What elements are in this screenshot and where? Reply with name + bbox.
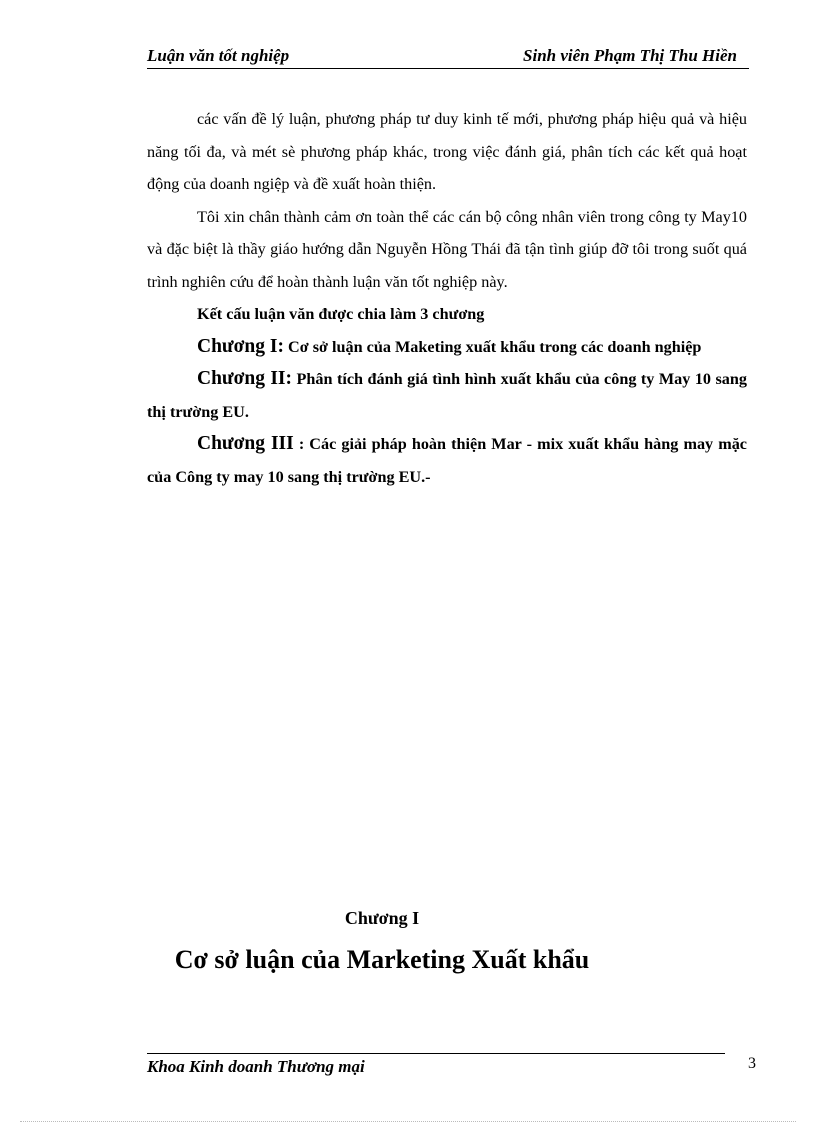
paragraph-thanks: Tôi xin chân thành cảm ơn toàn thể các cán bộ công nhân viên trong công ty May10 và đặc biệt là thầy giáo hướng dẫn Nguyễn Hồng Thái đã tận tình giúp đỡ tôi trong suốt quá trình nghiên cứu để hoàn thành luận văn tốt nghiệp này.	[147, 207, 747, 291]
paragraph-structure: Kết cấu luận văn được chia làm 3 chương	[197, 305, 485, 323]
chapter-2-text: Phân tích đánh giá tình hình xuất khẩu của công ty May 10 sang thị trường EU.	[147, 370, 747, 421]
chapter-1-text: Cơ sở luận của Maketing xuất khẩu trong các doanh nghiệp	[283, 337, 702, 356]
header-student-name: Sinh viên Phạm Thị Thu Hiền	[523, 46, 737, 65]
chapter-2-summary	[147, 363, 747, 428]
chapter-3-summary	[147, 428, 747, 493]
page-number: 3	[748, 1055, 756, 1072]
chapter-title: Cơ sở luận của Marketing Xuất khẩu	[174, 945, 590, 974]
page-header	[147, 44, 749, 69]
chapter-3-text: : Các giải pháp hoàn thiện Mar - mix xuất khẩu hàng may mặc của Công ty may 10 sang thị trường EU.-	[147, 435, 747, 486]
footer-department: Khoa Kinh doanh Thương mại	[147, 1057, 365, 1076]
header-thesis-label: Luận văn tốt nghiệp	[147, 46, 290, 65]
chapter-2-label: Chương II:	[197, 368, 293, 389]
chapter-1-label: Chương I:	[197, 335, 284, 357]
chapter-number: Chương I	[344, 908, 420, 928]
paragraph-intro: các vấn đề lý luận, phương pháp tư duy kinh tế mới, phương pháp hiệu quả và hiệu năng tối đa, và mét sè phương pháp khác, trong việc đánh giá, phân tích các kết quả hoạt động của doanh ngiệp và đề xuất hoàn thiện.	[147, 110, 747, 193]
document-body	[147, 103, 747, 493]
page-bottom-edge	[20, 1121, 796, 1122]
chapter-1-summary	[147, 331, 747, 364]
footer-divider	[147, 1053, 725, 1054]
chapter-3-label: Chương III	[197, 433, 294, 454]
